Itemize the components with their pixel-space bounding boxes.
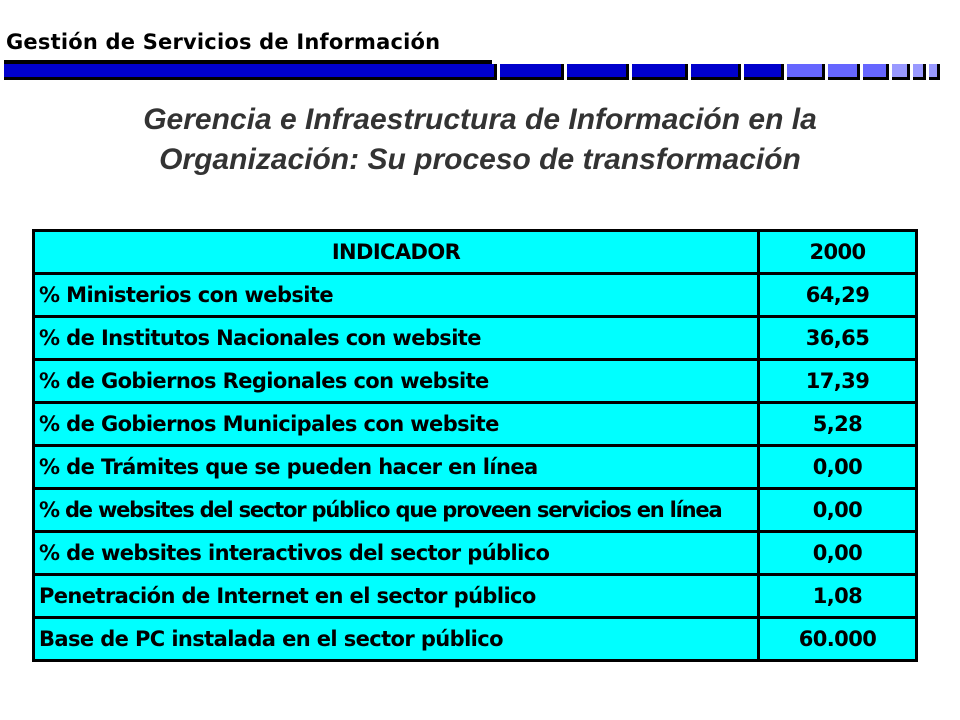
bar-segment: [744, 64, 784, 80]
value-cell: 5,28: [759, 403, 917, 446]
column-header-year: 2000: [759, 231, 917, 274]
slide-title-line-1: Gerencia e Infraestructura de Información en la: [143, 103, 817, 136]
bar-segment: [567, 64, 629, 80]
indicator-cell: % Ministerios con website: [34, 274, 759, 317]
table-row: [34, 489, 917, 532]
bar-segment: [913, 64, 926, 80]
value-cell: 1,08: [759, 575, 917, 618]
bar-segment: [691, 64, 741, 80]
bar-segment: [863, 64, 889, 80]
bar-segment: [892, 64, 910, 80]
table-row: [34, 360, 917, 403]
value-cell: 60.000: [759, 618, 917, 661]
value-cell: 0,00: [759, 532, 917, 575]
bar-segment: [632, 64, 688, 80]
value-cell: 64,29: [759, 274, 917, 317]
indicator-cell: % de Trámites que se pueden hacer en línea: [34, 446, 759, 489]
value-cell: 17,39: [759, 360, 917, 403]
indicator-cell: Penetración de Internet en el sector público: [34, 575, 759, 618]
indicator-cell: % de websites del sector público que proveen servicios en línea: [34, 489, 759, 532]
bar-segment: [929, 64, 940, 80]
indicators-table: [32, 229, 918, 662]
table-row: [34, 446, 917, 489]
bar-segment: [4, 64, 497, 80]
indicator-cell: Base de PC instalada en el sector público: [34, 618, 759, 661]
slide-title: [0, 100, 960, 180]
indicator-cell: % de Institutos Nacionales con website: [34, 317, 759, 360]
table-row: [34, 532, 917, 575]
bar-segment: [828, 64, 860, 80]
indicator-cell: % de websites interactivos del sector público: [34, 532, 759, 575]
table-row: [34, 403, 917, 446]
table-header-row: [34, 231, 917, 274]
table-row: [34, 274, 917, 317]
value-cell: 0,00: [759, 489, 917, 532]
bar-segment: [500, 64, 564, 80]
value-cell: 0,00: [759, 446, 917, 489]
indicator-cell: % de Gobiernos Municipales con website: [34, 403, 759, 446]
table-row: [34, 575, 917, 618]
header-title: Gestión de Servicios de Información: [6, 30, 441, 54]
indicator-cell: % de Gobiernos Regionales con website: [34, 360, 759, 403]
slide-title-line-2: Organización: Su proceso de transformación: [159, 143, 801, 176]
column-header-indicator: INDICADOR: [34, 231, 759, 274]
bar-segment: [787, 64, 825, 80]
table-row: [34, 618, 917, 661]
table-row: [34, 317, 917, 360]
value-cell: 36,65: [759, 317, 917, 360]
